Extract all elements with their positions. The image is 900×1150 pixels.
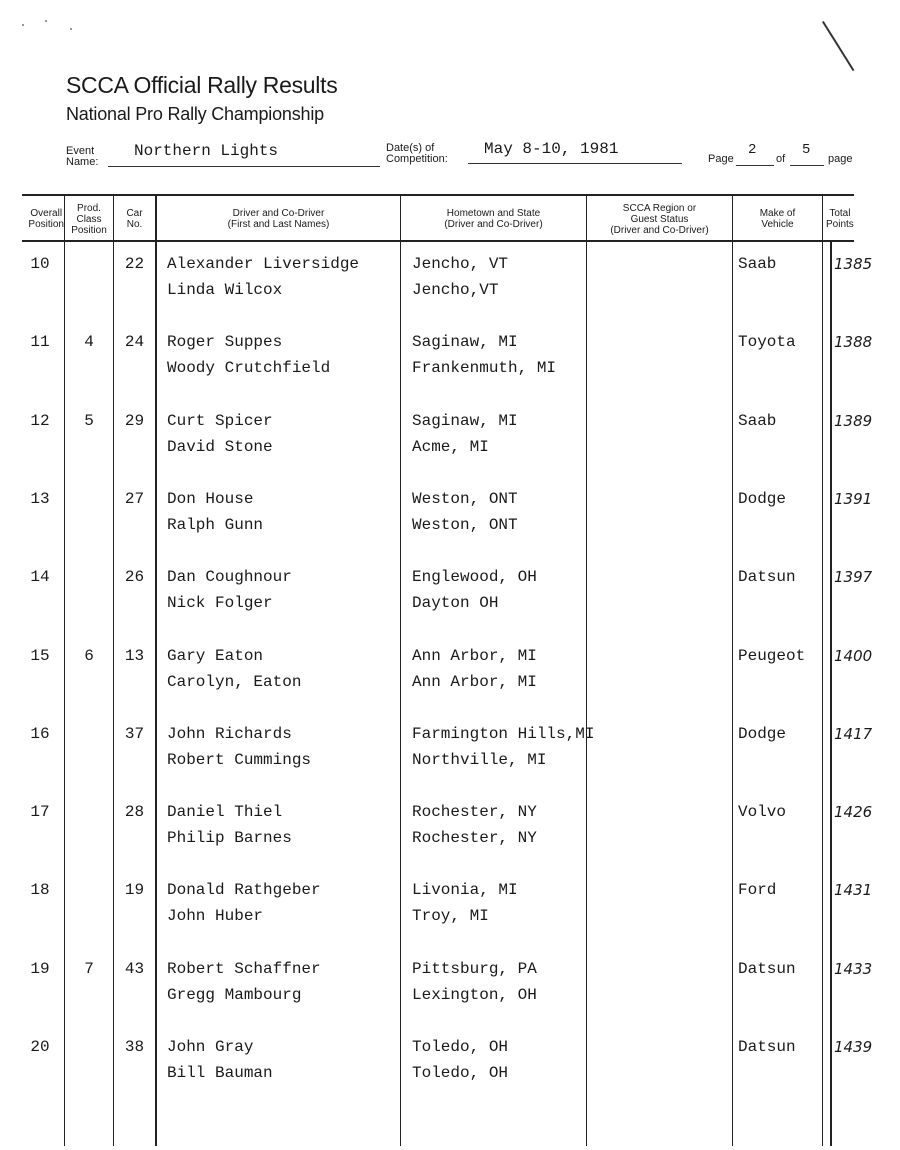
overall-position: 11 xyxy=(30,333,50,352)
column-divider xyxy=(155,196,157,1146)
driver-hometown: Jencho, VT xyxy=(412,255,509,273)
car-number: 37 xyxy=(124,724,145,743)
date-underline xyxy=(468,163,682,164)
event-name-value: Northern Lights xyxy=(134,142,279,160)
vehicle-make: Saab xyxy=(738,411,777,430)
form-title: SCCA Official Rally Results xyxy=(66,72,338,98)
column-divider xyxy=(822,196,823,1146)
pen-mark xyxy=(822,21,854,71)
driver-name: Daniel Thiel xyxy=(167,803,283,822)
codriver-hometown: Jencho,VT xyxy=(412,281,499,299)
scan-speck xyxy=(45,20,47,22)
header-overall-position: Overall Position xyxy=(28,208,64,230)
date-label: Date(s) of Competition: xyxy=(386,142,448,165)
form-subtitle: National Pro Rally Championship xyxy=(66,104,324,124)
car-number: 27 xyxy=(124,489,145,508)
car-number: 29 xyxy=(124,411,145,430)
driver-name: Don House xyxy=(167,489,254,508)
codriver-name: Philip Barnes xyxy=(167,829,292,848)
overall-position: 16 xyxy=(30,724,50,743)
codriver-hometown: Toledo, OH xyxy=(412,1064,509,1082)
pages-label: page xyxy=(828,154,853,165)
codriver-hometown: Ann Arbor, MI xyxy=(412,672,537,691)
overall-position: 14 xyxy=(30,568,50,587)
car-number: 22 xyxy=(124,255,145,273)
codriver-hometown: Frankenmuth, MI xyxy=(412,359,557,378)
vehicle-make: Peugeot xyxy=(738,646,806,665)
driver-name: John Gray xyxy=(167,1038,254,1056)
date-value: May 8-10, 1981 xyxy=(484,140,619,158)
page-total-underline xyxy=(790,165,824,166)
driver-hometown: Toledo, OH xyxy=(412,1038,509,1056)
total-points: 1391 xyxy=(834,489,873,508)
header-driver: Driver and Co-Driver (First and Last Names) xyxy=(227,208,330,230)
codriver-hometown: Weston, ONT xyxy=(412,515,518,534)
vehicle-make: Toyota xyxy=(738,333,796,352)
codriver-hometown: Lexington, OH xyxy=(412,985,537,1004)
total-points: 1385 xyxy=(834,255,873,273)
codriver-name: Woody Crutchfield xyxy=(167,359,331,378)
codriver-hometown: Rochester, NY xyxy=(412,829,537,848)
header-class-position: Prod. Class Position xyxy=(71,202,107,236)
driver-name: John Richards xyxy=(167,724,292,743)
page-number-value: 2 xyxy=(748,142,757,158)
overall-position: 18 xyxy=(30,881,50,900)
codriver-name: Bill Bauman xyxy=(167,1064,273,1082)
overall-position: 13 xyxy=(30,489,50,508)
column-divider xyxy=(732,196,733,1146)
driver-hometown: Livonia, MI xyxy=(412,881,518,900)
vehicle-make: Volvo xyxy=(738,803,787,822)
overall-position: 20 xyxy=(30,1038,50,1056)
driver-hometown: Ann Arbor, MI xyxy=(412,646,537,665)
column-divider xyxy=(830,242,832,1146)
driver-hometown: Pittsburg, PA xyxy=(412,959,537,978)
total-points: 1388 xyxy=(834,333,873,352)
codriver-hometown: Northville, MI xyxy=(412,750,547,769)
page-label: Page xyxy=(708,153,734,165)
class-position: 4 xyxy=(84,333,94,352)
driver-name: Donald Rathgeber xyxy=(167,881,321,900)
scan-speck xyxy=(22,24,24,26)
driver-name: Roger Suppes xyxy=(167,333,283,352)
event-name-underline xyxy=(108,166,380,167)
car-number: 26 xyxy=(124,568,145,587)
page-of-label: of xyxy=(776,153,786,165)
driver-name: Dan Coughnour xyxy=(167,568,292,587)
header-car-number: Car No. xyxy=(126,208,143,230)
total-points: 1433 xyxy=(834,959,873,978)
driver-hometown: Rochester, NY xyxy=(412,803,537,822)
column-divider xyxy=(400,196,401,1146)
overall-position: 10 xyxy=(30,255,50,273)
codriver-name: Robert Cummings xyxy=(167,750,312,769)
vehicle-make: Dodge xyxy=(738,489,787,508)
car-number: 43 xyxy=(124,959,145,978)
total-points: 1417 xyxy=(834,724,873,743)
codriver-name: David Stone xyxy=(167,437,273,456)
driver-hometown: Weston, ONT xyxy=(412,489,518,508)
overall-position: 19 xyxy=(30,959,50,978)
page-number-underline xyxy=(736,165,774,166)
driver-name: Gary Eaton xyxy=(167,646,264,665)
total-points: 1426 xyxy=(834,803,873,822)
car-number: 13 xyxy=(124,646,145,665)
codriver-name: John Huber xyxy=(167,907,264,926)
class-position: 5 xyxy=(84,411,94,430)
total-points: 1400 xyxy=(834,646,873,665)
codriver-hometown: Dayton OH xyxy=(412,594,499,613)
vehicle-make: Ford xyxy=(738,881,777,900)
codriver-name: Nick Folger xyxy=(167,594,273,613)
driver-hometown: Saginaw, MI xyxy=(412,411,518,430)
table-header-rule xyxy=(22,240,854,242)
overall-position: 12 xyxy=(30,411,50,430)
vehicle-make: Dodge xyxy=(738,724,787,743)
total-points: 1431 xyxy=(834,881,873,900)
overall-position: 17 xyxy=(30,803,50,822)
codriver-name: Carolyn, Eaton xyxy=(167,672,302,691)
car-number: 28 xyxy=(124,803,145,822)
driver-name: Robert Schaffner xyxy=(167,959,321,978)
vehicle-make: Datsun xyxy=(738,568,796,587)
class-position: 7 xyxy=(84,959,94,978)
scan-speck xyxy=(70,28,72,30)
codriver-name: Linda Wilcox xyxy=(167,281,283,299)
header-make: Make of Vehicle xyxy=(759,208,796,230)
header-scca-region: SCCA Region or Guest Status (Driver and Co-Driver) xyxy=(610,202,709,236)
driver-hometown: Saginaw, MI xyxy=(412,333,518,352)
vehicle-make: Datsun xyxy=(738,959,796,978)
event-name-label: Event Name: xyxy=(66,145,99,168)
codriver-hometown: Troy, MI xyxy=(412,907,489,926)
car-number: 19 xyxy=(124,881,145,900)
vehicle-make: Datsun xyxy=(738,1038,796,1056)
driver-hometown: Englewood, OH xyxy=(412,568,537,587)
class-position: 6 xyxy=(84,646,94,665)
driver-name: Alexander Liversidge xyxy=(167,255,360,273)
total-points: 1439 xyxy=(834,1038,873,1056)
vehicle-make: Saab xyxy=(738,255,777,273)
codriver-name: Gregg Mambourg xyxy=(167,985,302,1004)
overall-position: 15 xyxy=(30,646,50,665)
page-total-value: 5 xyxy=(802,142,811,158)
codriver-name: Ralph Gunn xyxy=(167,515,264,534)
total-points: 1389 xyxy=(834,411,873,430)
car-number: 38 xyxy=(124,1038,145,1056)
driver-hometown: Farmington Hills,MI xyxy=(412,724,595,743)
header-hometown: Hometown and State (Driver and Co-Driver) xyxy=(444,208,543,230)
header-total: Total Points xyxy=(826,208,854,230)
codriver-hometown: Acme, MI xyxy=(412,437,489,456)
total-points: 1397 xyxy=(834,568,873,587)
table-top-rule xyxy=(22,194,854,196)
car-number: 24 xyxy=(124,333,145,352)
driver-name: Curt Spicer xyxy=(167,411,273,430)
